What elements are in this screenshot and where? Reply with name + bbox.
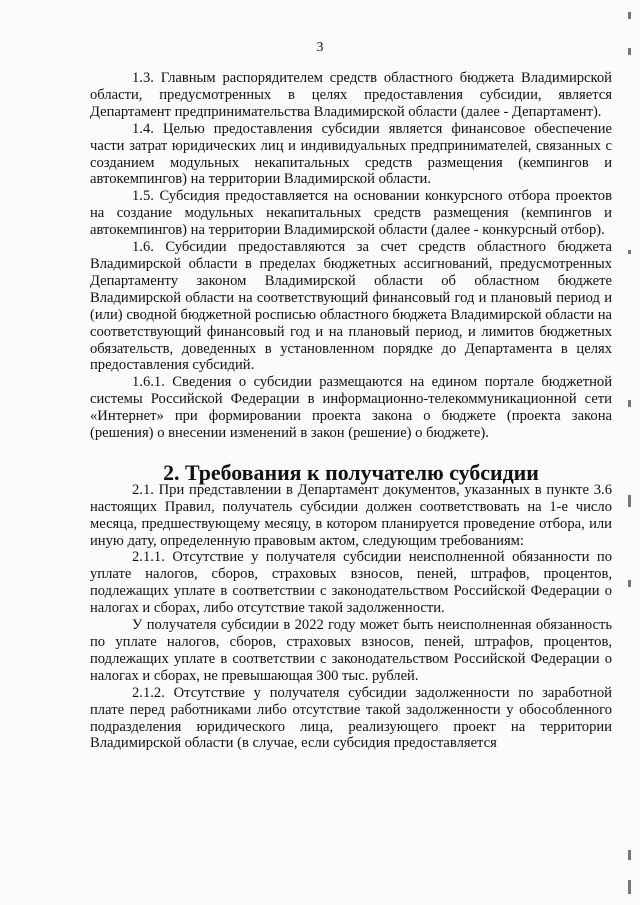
scan-mark	[628, 580, 631, 587]
paragraph-2-1-1: 2.1.1. Отсутствие у получателя субсидии неисполненной обязанности по уплате налогов, сборов, страховых взносов, пеней, штрафов, процентов, подлежащих уплате в соответствии с законодательством Российской Федерации о налогах и сборах, либо отсутствие такой задолженности.	[90, 549, 612, 617]
section-heading: 2. Требования к получателю субсидии	[163, 459, 539, 485]
paragraph-1-5: 1.5. Субсидия предоставляется на основании конкурсного отбора проектов на создание модульных некапитальных средств размещения (кемпингов и автокемпингов) на территории Владимирской области (далее - конкурсный отбор).	[90, 188, 612, 239]
page-number: 3	[316, 40, 324, 55]
paragraph-1-3: 1.3. Главным распорядителем средств областного бюджета Владимирской области, предусмотренных в целях предоставления субсидии, является Департамент предпринимательства Владимирской области (далее - Департамент).	[90, 70, 612, 120]
scan-mark	[628, 48, 631, 55]
scan-mark	[628, 400, 631, 407]
paragraph-1-6: 1.6. Субсидии предоставляются за счет средств областного бюджета Владимирской области в пределах бюджетных ассигнований, предусмотренных Департаменту законом Владимирской области об областном бюджете Владимирской области на соответствующий финансовый год и плановый период и (или) сводной бюджетной росписью областного бюджета Владимирской области на соответствующий финансовый год и на плановый период, и лимитов бюджетных обязательств, доведенных в установленном порядке до Департамента в целях предоставления субсидий.	[90, 239, 612, 374]
paragraph-2-1: 2.1. При представлении в Департамент документов, указанных в пункте 3.6 настоящих Правил, получатель субсидии должен соответствовать на 1-е число месяца, предшествующему месяцу, в котором планируется проведение отбора, или иную дату, определенную правовым актом, следующим требованиям:	[90, 481, 612, 549]
scan-mark	[628, 880, 631, 894]
scan-mark	[628, 495, 631, 507]
document-body	[90, 70, 612, 752]
scan-mark	[628, 850, 631, 860]
paragraph-2022-note: У получателя субсидии в 2022 году может быть неисполненная обязанность по уплате налогов, сборов, страховых взносов, пеней, штрафов, процентов, подлежащих уплате в соответствии с законодательством Российской Федерации о налогах и сборах, не превышающая 300 тыс. рублей.	[90, 617, 612, 684]
paragraph-2-1-2: 2.1.2. Отсутствие у получателя субсидии задолженности по заработной плате перед работниками либо отсутствие такой задолженности у обособленного подразделения юридического лица, реализующего проект на территории Владимирской области (в случае, если субсидия предоставляется	[90, 684, 612, 752]
scan-mark	[628, 250, 631, 254]
scan-mark	[628, 12, 631, 19]
paragraph-1-6-1: 1.6.1. Сведения о субсидии размещаются на едином портале бюджетной системы Российской Федерации в информационно-телекоммуникационной сети «Интернет» при формировании проекта закона о бюджете (проекта закона (решения) о внесении изменений в закон (решение) о бюджете).	[90, 374, 612, 442]
paragraph-1-4: 1.4. Целью предоставления субсидии является финансовое обеспечение части затрат юридических лиц и индивидуальных предпринимателей, связанных с созданием модульных некапитальных средств размещения (кемпингов и автокемпингов) на территории Владимирской области.	[90, 120, 612, 188]
